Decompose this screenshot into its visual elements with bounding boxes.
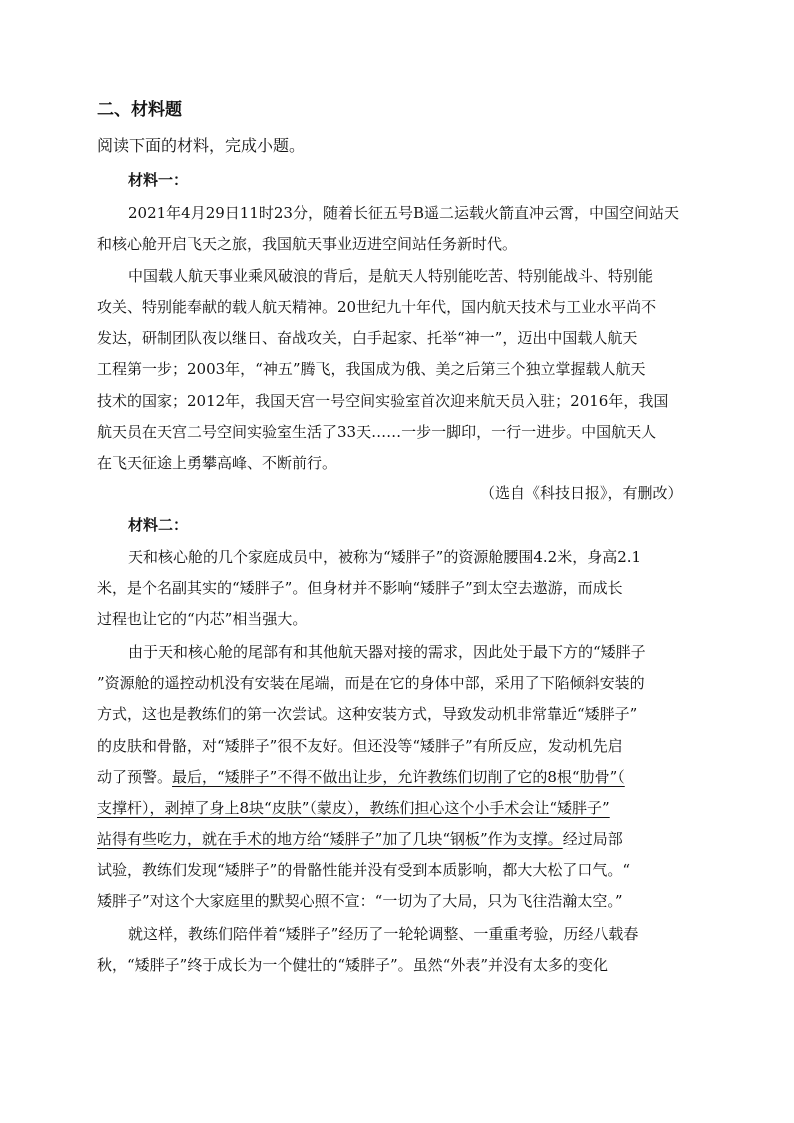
paragraph-line: 工程第一步；2003年，“神五”腾飞，我国成为俄、美之后第三个独立掌握载人航天	[97, 360, 646, 378]
underlined-text: 最后，“矮胖子”不得不做出让步，允许教练们切削了它的8根“肋骨”（	[172, 768, 625, 786]
paragraph-line: 攻关、特别能奉献的载人航天精神。20世纪九十年代，国内航天技术与工业水平尚不	[97, 298, 657, 316]
instruction-text: 阅读下面的材料，完成小题。	[97, 136, 306, 155]
paragraph-line: 中国载人航天事业乘风破浪的背后，是航天人特别能吃苦、特别能战斗、特别能	[128, 267, 654, 285]
paragraph-line: 试验，教练们发现“矮胖子”的骨骼性能并没有受到本质影响，都大大松了口气。“	[97, 861, 631, 879]
paragraph-line: 方式，这也是教练们的第一次尝试。这种安装方式，导致发动机非常靠近“矮胖子”	[97, 705, 638, 723]
section-heading: 二、材料题	[97, 100, 182, 120]
paragraph-line: 就这样，教练们陪伴着“矮胖子”经历了一轮轮调整、一重重考验，历经八载春	[128, 925, 639, 943]
paragraph-line: 发达，研制团队夜以继日、奋战攻关，白手起家、托举“神一”，迈出中国载人航天	[97, 329, 638, 347]
paragraph-line: 航天员在天宫二号空间实验室生活了33天……一步一脚印，一行一进步。中国航天人	[97, 423, 657, 441]
paragraph-line: 米，是个名副其实的“矮胖子”。但身材并不影响“矮胖子”到太空去遨游，而成长	[97, 579, 623, 597]
underlined-line: 支撑杆），剥掉了身上8块“皮肤”（蒙皮），教练们担心这个小手术会让“矮胖子”	[97, 799, 610, 817]
underlined-text: 站得有些吃力，就在手术的地方给“矮胖子”加了几块“钢板”作为支撑。	[97, 830, 563, 848]
paragraph-line: 在飞天征途上勇攀高峰、不断前行。	[97, 454, 338, 472]
paragraph-line: 过程也让它的“内芯”相当强大。	[97, 610, 308, 628]
material1-label: 材料一：	[128, 171, 189, 189]
paragraph-line: 由于天和核心舱的尾部有和其他航天器对接的需求，因此处于最下方的“矮胖子	[128, 643, 646, 661]
paragraph-line	[97, 767, 625, 787]
paragraph-line: ”资源舱的遥控动机没有安装在尾端，而是在它的身体中部，采用了下陷倾斜安装的	[97, 674, 645, 692]
paragraph-line: 天和核心舱的几个家庭成员中，被称为“矮胖子”的资源舱腰围4.2米，身高2.1	[128, 548, 642, 566]
paragraph-line: 2021年4月29日11时23分，随着长征五号B遥二运载火箭直冲云霄，中国空间站天	[128, 204, 680, 222]
paragraph-line: 的皮肤和骨骼，对“矮胖子”很不友好。但还没等“矮胖子”有所反应，发动机先启	[97, 737, 623, 755]
plain-text: 经过局部	[562, 830, 623, 848]
plain-text: 动了预警。	[97, 768, 173, 786]
paragraph-line: 秋，“矮胖子”终于成长为一个健壮的“矮胖子”。虽然“外表”并没有太多的变化	[97, 956, 609, 974]
material2-label: 材料二：	[128, 516, 189, 534]
source-citation: （选自《科技日报》，有删改）	[480, 484, 683, 502]
paragraph-line: 和核心舱开启飞天之旅，我国航天事业迈进空间站任务新时代。	[97, 235, 518, 253]
paragraph-line	[97, 829, 623, 849]
paragraph-line: 技术的国家；2012年，我国天宫一号空间实验室首次迎来航天员入驻；2016年，我国	[97, 392, 669, 410]
paragraph-line: 矮胖子”对这个大家庭里的默契心照不宣：“一切为了大局，只为飞往浩瀚太空。”	[97, 892, 623, 910]
